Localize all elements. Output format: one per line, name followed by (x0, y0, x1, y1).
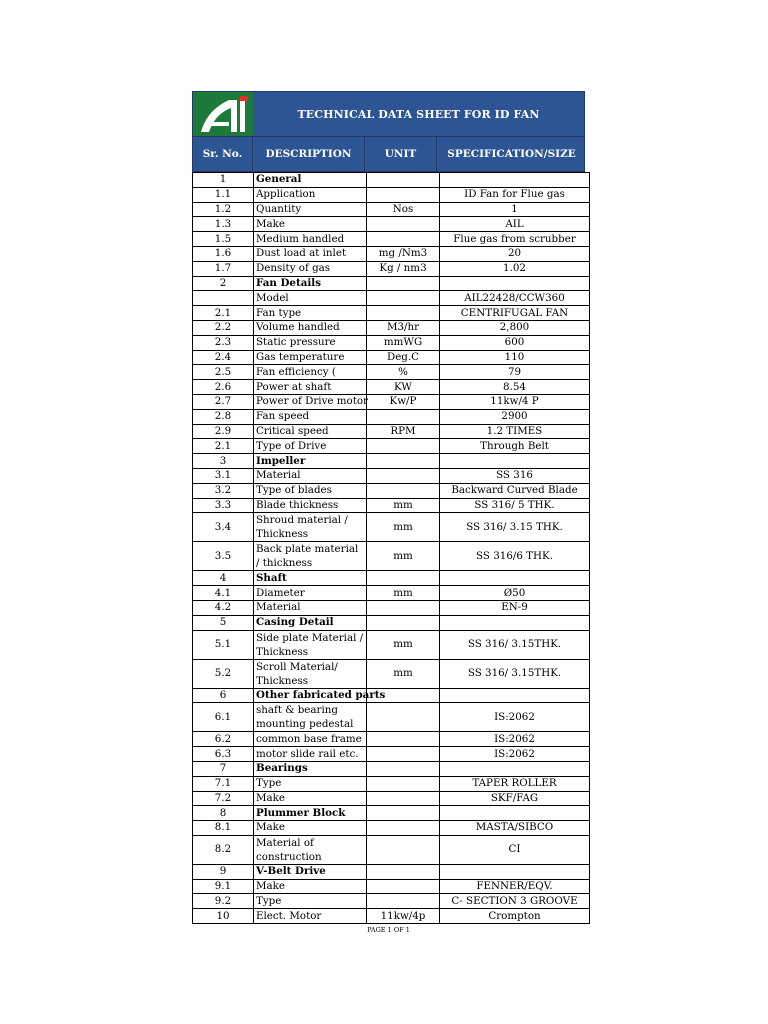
cell-unit: 11kw/4p (367, 909, 440, 924)
table-row (193, 380, 590, 395)
cell-description: Impeller (254, 454, 367, 469)
table-row (193, 424, 590, 439)
title-band (192, 91, 585, 137)
table-row (193, 335, 590, 350)
table-row (193, 879, 590, 894)
cell-description: Type (254, 894, 367, 909)
table-row (193, 747, 590, 762)
cell-sr-no: 7 (193, 761, 254, 776)
cell-specification: IS:2062 (440, 703, 590, 732)
cell-unit: Kg / nm3 (367, 261, 440, 276)
cell-unit: mg /Nm3 (367, 246, 440, 261)
cell-description: Model (254, 291, 367, 306)
cell-description: Elect. Motor (254, 909, 367, 924)
cell-specification: 1.2 TIMES (440, 424, 590, 439)
table-row (193, 232, 590, 247)
table-row (193, 409, 590, 424)
cell-description: Fan Details (254, 276, 367, 291)
cell-sr-no: 6.2 (193, 732, 254, 747)
table-row (193, 217, 590, 232)
cell-description: Volume handled (254, 320, 367, 335)
cell-sr-no: 1.6 (193, 246, 254, 261)
cell-specification: CI (440, 835, 590, 864)
cell-specification: IS:2062 (440, 747, 590, 762)
cell-sr-no: 1.5 (193, 232, 254, 247)
cell-sr-no: 5 (193, 615, 254, 630)
cell-sr-no: 1 (193, 173, 254, 188)
cell-unit: mm (367, 630, 440, 659)
cell-specification (440, 615, 590, 630)
cell-specification: ID Fan for Flue gas (440, 187, 590, 202)
cell-unit (367, 835, 440, 864)
cell-unit (367, 732, 440, 747)
spec-table-body (193, 173, 590, 924)
cell-specification (440, 688, 590, 703)
cell-description: Type of blades (254, 483, 367, 498)
column-header-description: DESCRIPTION (253, 137, 365, 171)
cell-description: General (254, 173, 367, 188)
cell-specification: SS 316/ 5 THK. (440, 498, 590, 513)
cell-description: Quantity (254, 202, 367, 217)
cell-sr-no: 4.1 (193, 586, 254, 601)
cell-unit (367, 306, 440, 321)
cell-description: Scroll Material/ Thickness (254, 659, 367, 688)
table-row (193, 513, 590, 542)
cell-unit (367, 232, 440, 247)
cell-specification (440, 806, 590, 821)
cell-description: common base frame (254, 732, 367, 747)
table-row (193, 630, 590, 659)
cell-description: Material (254, 468, 367, 483)
cell-specification: 8.54 (440, 380, 590, 395)
table-row (193, 776, 590, 791)
cell-specification: SS 316/ 3.15THK. (440, 630, 590, 659)
cell-specification (440, 276, 590, 291)
cell-unit (367, 776, 440, 791)
cell-unit (367, 454, 440, 469)
cell-unit (367, 571, 440, 586)
cell-description: Medium handled (254, 232, 367, 247)
table-row (193, 835, 590, 864)
cell-specification (440, 571, 590, 586)
table-row (193, 394, 590, 409)
cell-sr-no: 8.1 (193, 821, 254, 836)
section-row (193, 173, 590, 188)
cell-unit (367, 439, 440, 454)
table-row (193, 202, 590, 217)
cell-specification: SS 316/ 3.15THK. (440, 659, 590, 688)
cell-unit (367, 187, 440, 202)
cell-unit (367, 806, 440, 821)
cell-unit: Kw/P (367, 394, 440, 409)
cell-description: Other fabricated parts (254, 688, 367, 703)
cell-description: Plummer Block (254, 806, 367, 821)
cell-description: Critical speed (254, 424, 367, 439)
section-row (193, 615, 590, 630)
table-row (193, 291, 590, 306)
cell-unit (367, 761, 440, 776)
cell-specification: CENTRIFUGAL FAN (440, 306, 590, 321)
cell-description: Back plate material / thickness (254, 542, 367, 571)
cell-sr-no: 3.3 (193, 498, 254, 513)
cell-specification: TAPER ROLLER (440, 776, 590, 791)
cell-sr-no: 2.1 (193, 306, 254, 321)
cell-unit (367, 483, 440, 498)
cell-specification: IS:2062 (440, 732, 590, 747)
cell-specification: 110 (440, 350, 590, 365)
section-row (193, 571, 590, 586)
cell-sr-no: 2.7 (193, 394, 254, 409)
cell-description: Diameter (254, 586, 367, 601)
cell-specification (440, 761, 590, 776)
cell-unit (367, 173, 440, 188)
table-row (193, 894, 590, 909)
cell-sr-no: 4.2 (193, 600, 254, 615)
cell-sr-no: 8.2 (193, 835, 254, 864)
cell-sr-no: 2.9 (193, 424, 254, 439)
cell-description: Fan speed (254, 409, 367, 424)
cell-sr-no: 10 (193, 909, 254, 924)
table-row (193, 791, 590, 806)
table-row (193, 498, 590, 513)
cell-unit (367, 879, 440, 894)
cell-sr-no: 5.1 (193, 630, 254, 659)
cell-unit (367, 291, 440, 306)
cell-sr-no (193, 291, 254, 306)
table-row (193, 306, 590, 321)
cell-sr-no: 1.3 (193, 217, 254, 232)
cell-description: Power of Drive motor (254, 394, 367, 409)
cell-specification: 1.02 (440, 261, 590, 276)
cell-description: Application (254, 187, 367, 202)
cell-unit: M3/hr (367, 320, 440, 335)
cell-specification: C- SECTION 3 GROOVE (440, 894, 590, 909)
cell-sr-no: 2.2 (193, 320, 254, 335)
table-row (193, 246, 590, 261)
table-row (193, 821, 590, 836)
cell-sr-no: 1.1 (193, 187, 254, 202)
cell-unit: mm (367, 659, 440, 688)
section-row (193, 864, 590, 879)
cell-specification (440, 454, 590, 469)
table-row (193, 187, 590, 202)
cell-unit: RPM (367, 424, 440, 439)
cell-sr-no: 6.1 (193, 703, 254, 732)
cell-specification: SS 316 (440, 468, 590, 483)
cell-specification: Flue gas from scrubber (440, 232, 590, 247)
cell-unit (367, 703, 440, 732)
cell-sr-no: 6 (193, 688, 254, 703)
cell-description: Material of construction (254, 835, 367, 864)
cell-description: V-Belt Drive (254, 864, 367, 879)
cell-unit (367, 864, 440, 879)
cell-description: Bearings (254, 761, 367, 776)
cell-unit (367, 821, 440, 836)
cell-sr-no: 1.2 (193, 202, 254, 217)
cell-specification: SKF/FAG (440, 791, 590, 806)
cell-sr-no: 3.1 (193, 468, 254, 483)
cell-sr-no: 4 (193, 571, 254, 586)
cell-description: Blade thickness (254, 498, 367, 513)
cell-sr-no: 9 (193, 864, 254, 879)
cell-description: Power at shaft (254, 380, 367, 395)
cell-unit: mm (367, 542, 440, 571)
cell-description: Type of Drive (254, 439, 367, 454)
section-row (193, 454, 590, 469)
column-header-unit: UNIT (365, 137, 437, 171)
cell-specification: Crompton (440, 909, 590, 924)
cell-sr-no: 7.1 (193, 776, 254, 791)
cell-sr-no: 7.2 (193, 791, 254, 806)
company-logo (193, 92, 253, 136)
page-footer: PAGE 1 OF 1 (367, 926, 410, 934)
cell-unit: % (367, 365, 440, 380)
cell-unit (367, 894, 440, 909)
table-row (193, 600, 590, 615)
cell-specification: 79 (440, 365, 590, 380)
cell-description: Make (254, 821, 367, 836)
cell-description: motor slide rail etc. (254, 747, 367, 762)
cell-description: Dust load at inlet (254, 246, 367, 261)
cell-specification (440, 864, 590, 879)
section-row (193, 761, 590, 776)
section-row (193, 806, 590, 821)
cell-unit: KW (367, 380, 440, 395)
table-row (193, 320, 590, 335)
cell-sr-no: 1.7 (193, 261, 254, 276)
cell-sr-no: 3.4 (193, 513, 254, 542)
table-row (193, 586, 590, 601)
data-sheet (192, 91, 585, 924)
table-row (193, 468, 590, 483)
cell-unit (367, 615, 440, 630)
cell-sr-no: 2.3 (193, 335, 254, 350)
cell-sr-no: 9.1 (193, 879, 254, 894)
cell-sr-no: 8 (193, 806, 254, 821)
table-row (193, 350, 590, 365)
cell-unit (367, 217, 440, 232)
table-row (193, 439, 590, 454)
cell-unit (367, 468, 440, 483)
cell-description: Gas temperature (254, 350, 367, 365)
cell-specification: 2900 (440, 409, 590, 424)
cell-sr-no: 5.2 (193, 659, 254, 688)
column-header-sr-no: Sr. No. (193, 137, 253, 171)
cell-description: Side plate Material / Thickness (254, 630, 367, 659)
cell-specification: FENNER/EQV. (440, 879, 590, 894)
cell-unit (367, 409, 440, 424)
cell-specification: Backward Curved Blade (440, 483, 590, 498)
table-row (193, 659, 590, 688)
cell-description: Make (254, 791, 367, 806)
cell-unit (367, 747, 440, 762)
cell-sr-no: 2.5 (193, 365, 254, 380)
cell-description: Density of gas (254, 261, 367, 276)
cell-description: Shroud material / Thickness (254, 513, 367, 542)
cell-description: Casing Detail (254, 615, 367, 630)
cell-sr-no: 3.2 (193, 483, 254, 498)
cell-specification: 2,800 (440, 320, 590, 335)
table-row (193, 732, 590, 747)
cell-sr-no: 2.1 (193, 439, 254, 454)
cell-unit: mm (367, 513, 440, 542)
cell-sr-no: 2 (193, 276, 254, 291)
cell-unit (367, 791, 440, 806)
cell-specification: MASTA/SIBCO (440, 821, 590, 836)
spec-table (192, 172, 590, 924)
cell-specification: AIL (440, 217, 590, 232)
cell-specification: SS 316/ 3.15 THK. (440, 513, 590, 542)
cell-specification (440, 173, 590, 188)
cell-unit: mm (367, 498, 440, 513)
cell-sr-no: 3.5 (193, 542, 254, 571)
cell-description: Static pressure (254, 335, 367, 350)
cell-unit (367, 276, 440, 291)
table-row (193, 483, 590, 498)
cell-specification: Through Belt (440, 439, 590, 454)
cell-sr-no: 6.3 (193, 747, 254, 762)
cell-unit: Nos (367, 202, 440, 217)
cell-description: shaft & bearing mounting pedestal (254, 703, 367, 732)
cell-specification: SS 316/6 THK. (440, 542, 590, 571)
column-header-row (192, 137, 585, 172)
cell-description: Make (254, 217, 367, 232)
cell-unit: Deg.C (367, 350, 440, 365)
cell-description: Fan type (254, 306, 367, 321)
section-row (193, 276, 590, 291)
table-row (193, 703, 590, 732)
cell-sr-no: 2.4 (193, 350, 254, 365)
cell-description: Type (254, 776, 367, 791)
cell-specification: Ø50 (440, 586, 590, 601)
table-row (193, 909, 590, 924)
table-row (193, 542, 590, 571)
section-row (193, 688, 590, 703)
cell-sr-no: 9.2 (193, 894, 254, 909)
cell-specification: 20 (440, 246, 590, 261)
column-header-specification: SPECIFICATION/SIZE (447, 148, 576, 160)
cell-description: Shaft (254, 571, 367, 586)
cell-sr-no: 2.6 (193, 380, 254, 395)
cell-specification: AIL22428/CCW360 (440, 291, 590, 306)
cell-sr-no: 2.8 (193, 409, 254, 424)
cell-specification: EN-9 (440, 600, 590, 615)
cell-sr-no: 3 (193, 454, 254, 469)
cell-description: Make (254, 879, 367, 894)
table-row (193, 261, 590, 276)
cell-specification: 11kw/4 P (440, 394, 590, 409)
cell-description: Fan efficiency ( (254, 365, 367, 380)
cell-unit (367, 600, 440, 615)
cell-unit: mm (367, 586, 440, 601)
cell-specification: 1 (440, 202, 590, 217)
cell-description: Material (254, 600, 367, 615)
cell-specification: 600 (440, 335, 590, 350)
table-row (193, 365, 590, 380)
document-title: TECHNICAL DATA SHEET FOR ID FAN (297, 107, 540, 121)
cell-unit: mmWG (367, 335, 440, 350)
